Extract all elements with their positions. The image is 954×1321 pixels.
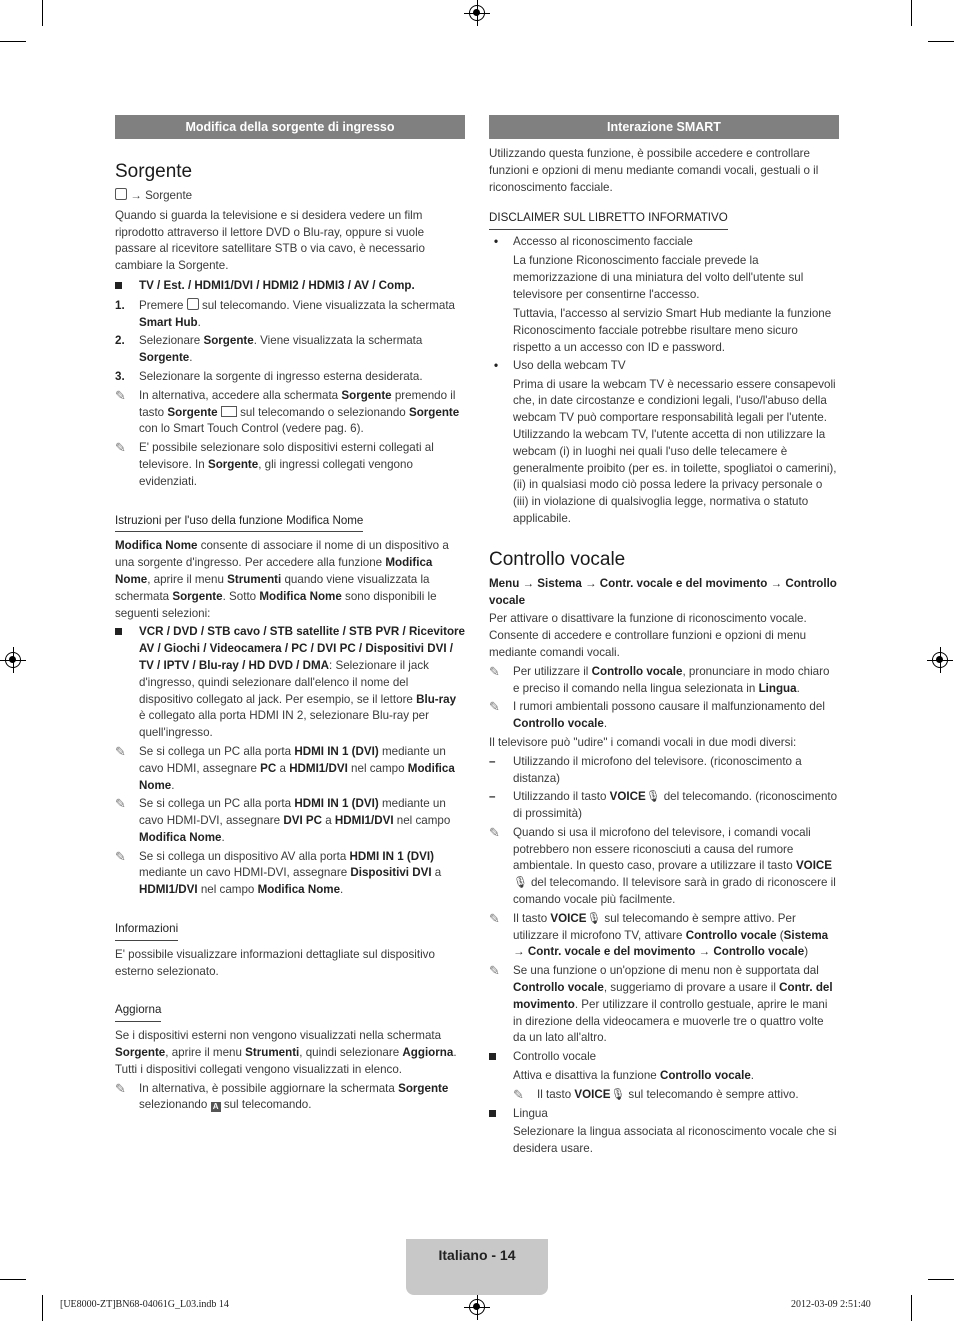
bullet-item: • Accesso al riconoscimento facciale: [494, 235, 693, 249]
microphone-icon: 🎙︎: [513, 876, 528, 890]
note-pencil-icon: ✎: [489, 699, 500, 715]
section-title: Controllo vocale: [489, 548, 626, 570]
note-pencil-icon: ✎: [115, 796, 126, 812]
a-button-icon: A: [211, 1102, 221, 1112]
note: ✎ I rumori ambientali possono causare il malfunzionamento del Controllo vocale.: [489, 699, 825, 731]
note: ✎ Quando si usa il microfono del televisore, i comandi vocali potrebbero non essere riconosciuti a causa del rumore ambientale. In questo caso, provare a utilizzare il tasto VOICE🎙︎ del telecomando. Il televisore sarà in grado di riconoscere il comando vocale più facilmente.: [489, 824, 836, 907]
subsection-heading: Aggiorna: [115, 1002, 161, 1022]
option-item: Lingua: [489, 1106, 839, 1123]
crop-mark: [928, 1279, 954, 1280]
note: ✎ Per utilizzare il Controllo vocale, pronunciare in modo chiaro e preciso il comando nella lingua selezionata in Lingua.: [489, 663, 830, 695]
step: 2. Selezionare Sorgente. Viene visualizzata la schermata Sorgente.: [115, 334, 423, 365]
microphone-icon: 🎙︎: [586, 911, 602, 925]
crop-mark: [0, 41, 26, 42]
note: ✎ E' possibile selezionare solo dispositivi esterni collegati al televisore. In Sorgente, gli ingressi collegati vengono evidenziati.: [115, 440, 434, 488]
smart-hub-icon: [187, 298, 199, 310]
note: ✎ Se una funzione o un'opzione di menu non è supportata dal Controllo vocale, suggeriamo di provare a usare il Contr. del movimento. Per utilizzare il controllo gestuale, aprire le mani in direzione della videocamera e muoverle tre o quattro volte da un lato all'altro.: [489, 963, 833, 1045]
note: ✎ In alternativa, è possibile aggiornare la schermata Sorgente selezionando A sul telecomando.: [115, 1080, 449, 1112]
device-list: VCR / DVD / STB cavo / STB satellite / STB PVR / Ricevitore AV / Giochi / Videocamera / PC / DVI PC / Dispositivi DVI / TV / IPTV / Blu-ray / HD DVD / DMA: Selezionare il jack d'ingresso, quindi selezionare dall'elenco il nome del dispositivo collegato al jack. Per esempio, se il lettore Blu-ray è collegato alla porta HDMI IN 2, selezionare Blu-ray per quell'ingresso.: [115, 624, 465, 742]
dash-item: – Utilizzando il microfono del televisore. (riconoscimento a distanza): [489, 754, 802, 785]
body-text: Per attivare o disattivare la funzione di riconoscimento vocale. Consente di accedere e controllare funzioni e opzioni di menu mediante comandi vocali.: [489, 612, 807, 659]
note-pencil-icon: ✎: [115, 743, 126, 759]
subsection-heading: Informazioni: [115, 921, 178, 941]
left-column: [115, 115, 465, 1114]
intro-text: Quando si guarda la televisione e si desidera vedere un film riprodotto attraverso il lettore DVD o Blu-ray, oppure si vuole passare al ricevitore satellitare STB o via cavo, è necessario cambiare la Sorgente.: [115, 208, 425, 273]
crop-mark: [911, 0, 912, 26]
smart-hub-icon: [115, 188, 127, 200]
bullet-paragraph: Prima di usare la webcam TV è necessario essere consapevoli che, in date circostanze e condizioni legali, l'uso/l'abuso della webcam TV può comportare responsabilità legali per l'utente. Utilizzando la webcam TV, l'utente accetta di non utilizzare la webcam (i) in luoghi nei quali l'uso delle telecamere è generalmente proibito (per es. in toilette, spogliatoi o camerini), (ii) in qualsiasi modo ciò possa ledere la privacy personale o (iii) in violazione di qualsivoglia legge, normativa o statuto applicabile.: [513, 377, 837, 525]
note-pencil-icon: ✎: [489, 910, 500, 926]
subsection-heading: Istruzioni per l'uso della funzione Modifica Nome: [115, 513, 363, 533]
note-pencil-icon: ✎: [489, 663, 500, 679]
menu-path: Menu → Sistema → Contr. vocale e del movimento → Controllo vocale: [489, 576, 837, 607]
crop-mark: [0, 1279, 26, 1280]
note-pencil-icon: ✎: [489, 963, 500, 979]
option-item: Controllo vocale: [489, 1049, 839, 1066]
info-text: E' possibile visualizzare informazioni dettagliate sul dispositivo esterno selezionato.: [115, 947, 435, 978]
right-column: [489, 115, 839, 1158]
source-button-icon: [221, 406, 237, 417]
note-pencil-icon: ✎: [115, 1080, 126, 1096]
microphone-icon: 🎙︎: [610, 1087, 626, 1101]
bullet-paragraph: La funzione Riconoscimento facciale prevede la memorizzazione di una miniatura del volto dell'utente sul televisore per consentirne l'accesso.: [513, 253, 804, 301]
note: ✎ Il tasto VOICE🎙︎ sul telecomando è sempre attivo. Per utilizzare il microfono TV, attivare Controllo vocale (Sistema → Contr. vocale e del movimento → Controllo vocale): [489, 910, 829, 959]
update-text: Se i dispositivi esterni non vengono visualizzati nella schermata Sorgente, aprire il menu Strumenti, quindi selezionare Aggiorna. Tutti i dispositivi collegati vengono visualizzati in elenco.: [115, 1029, 457, 1076]
microphone-icon: 🎙︎: [645, 790, 661, 804]
note: ✎ Se si collega un PC alla porta HDMI IN 1 (DVI) mediante un cavo HDMI-DVI, assegnare DVI PC a HDMI1/DVI nel campo Modifica Nome.: [115, 796, 451, 844]
note-pencil-icon: ✎: [489, 824, 500, 840]
option-text: Selezionare la lingua associata al riconoscimento vocale che si desidera usare.: [513, 1125, 837, 1156]
step: 3. Selezionare la sorgente di ingresso esterna desiderata.: [115, 369, 423, 383]
option-text: Attiva e disattiva la funzione Controllo vocale.: [513, 1069, 755, 1083]
crop-mark: [928, 41, 954, 42]
edit-name-text: Modifica Nome consente di associare il nome di un dispositivo a una sorgente d'ingresso. Per accedere alla funzione Modifica Nome, aprire il menu Strumenti quando viene visualizzata la schermata Sorgente. Sotto Modifica Nome sono disponibili le seguenti selezioni:: [115, 539, 449, 620]
registration-mark-icon: [932, 652, 948, 668]
note-pencil-icon: ✎: [115, 440, 126, 456]
footer-timestamp: 2012-03-09 2:51:40: [791, 1299, 871, 1310]
page-number: Italiano - 14: [406, 1239, 548, 1295]
note: ✎ Il tasto VOICE🎙︎ sul telecomando è sempre attivo.: [513, 1086, 799, 1102]
note-pencil-icon: ✎: [115, 848, 126, 864]
note: ✎ Se si collega un PC alla porta HDMI IN 1 (DVI) mediante un cavo HDMI, assegnare PC a HDMI1/DVI nel campo Modifica Nome.: [115, 743, 455, 792]
registration-mark-icon: [469, 5, 485, 21]
note: ✎ In alternativa, accedere alla schermata Sorgente premendo il tasto Sorgente sul telecomando o selezionando Sorgente con lo Smart Touch Control (vedere pag. 6).: [115, 387, 460, 436]
registration-mark-icon: [469, 1299, 485, 1315]
crop-mark: [911, 1295, 912, 1321]
crop-mark: [42, 1295, 43, 1321]
section-bar: Modifica della sorgente di ingresso: [115, 115, 465, 139]
body-text: Il televisore può "udire" i comandi vocali in due modi diversi:: [489, 735, 797, 749]
dash-item: – Utilizzando il tasto VOICE🎙︎ del telecomando. (riconoscimento di prossimità): [489, 790, 838, 821]
note-pencil-icon: ✎: [115, 387, 126, 403]
registration-mark-icon: [5, 652, 21, 668]
note: ✎ Se si collega un dispositivo AV alla porta HDMI IN 1 (DVI) mediante un cavo HDMI-DVI, assegnare Dispositivi DVI a HDMI1/DVI nel campo Modifica Nome.: [115, 848, 442, 897]
footer-file: [UE8000-ZT]BN68-04061G_L03.indb 14: [60, 1299, 229, 1310]
source-list: TV / Est. / HDMI1/DVI / HDMI2 / HDMI3 / AV / Comp.: [115, 278, 465, 295]
step: 1. Premere sul telecomando. Viene visualizzata la schermata Smart Hub.: [115, 298, 455, 329]
subsection-heading: DISCLAIMER SUL LIBRETTO INFORMATIVO: [489, 210, 728, 230]
section-bar: Interazione SMART: [489, 115, 839, 139]
section-title: Sorgente: [115, 161, 193, 182]
menu-path: → Sorgente: [115, 188, 465, 205]
crop-mark: [42, 0, 43, 26]
bullet-paragraph: Tuttavia, l'accesso al servizio Smart Hub mediante la funzione Riconoscimento facciale potrebbe risultare meno sicuro rispetto a un accesso con ID e password.: [513, 307, 832, 354]
bullet-item: • Uso della webcam TV: [494, 358, 626, 372]
note-pencil-icon: ✎: [513, 1086, 524, 1102]
intro-text: Utilizzando questa funzione, è possibile accedere e controllare funzioni e opzioni di menu mediante comandi vocali, gestuali o il riconoscimento facciale.: [489, 147, 819, 194]
